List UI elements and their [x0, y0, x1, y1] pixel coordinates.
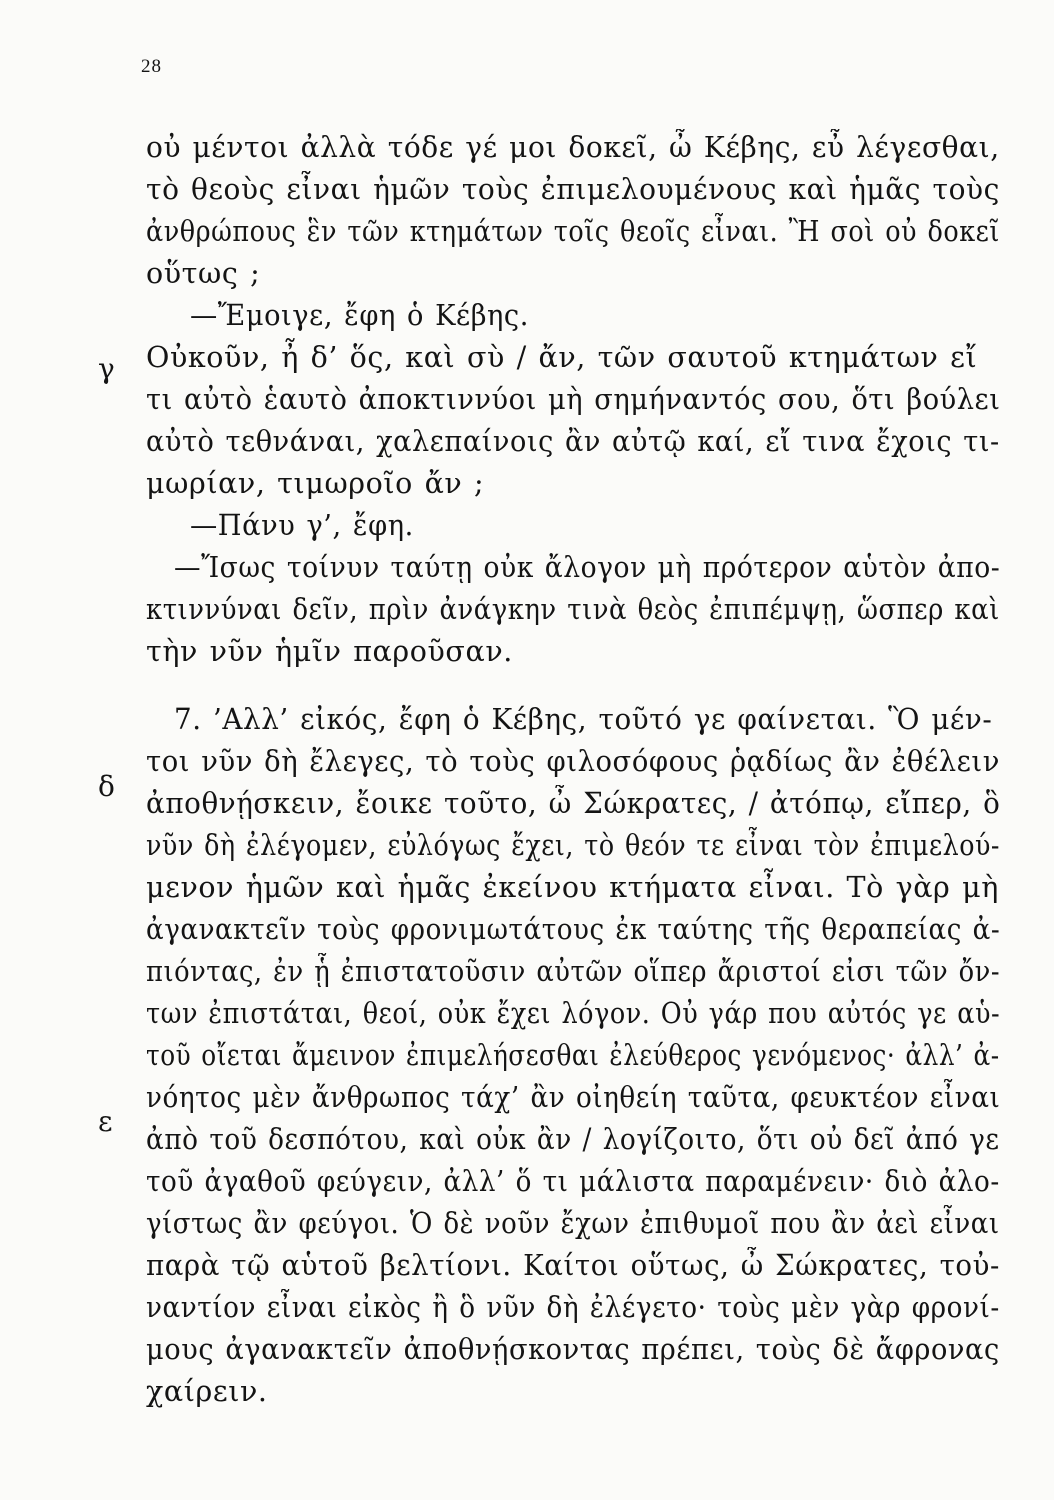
text-line: νόητος μὲν ἄνθρωπος τάχ’ ἂν οἰηθείη ταῦτα, φευκτέον εἶναι — [146, 1081, 1001, 1114]
text-line: ἀποθνῄσκειν, ἔοικε τοῦτο, ὦ Σώκρατες, / ἀτόπῳ, εἴπερ, ὃ — [146, 787, 1001, 820]
section-start-line: 7. ’Αλλ’ εἰκός, ἔφη ὁ Κέβης, τοῦτό γε φαίνεται. Ὃ μέν- — [174, 703, 993, 736]
text-line: —Ἴσως τοίνυν ταύτῃ οὐκ ἄλογον μὴ πρότερον αὑτὸν ἀπο- — [174, 551, 1001, 584]
text-line: αὐτὸ τεθνάναι, χαλεπαίνοις ἂν αὐτῷ καί, εἴ τινα ἔχοις τι- — [146, 425, 1000, 458]
text-line: πιόντας, ἐν ᾗ ἐπιστατοῦσιν αὐτῶν οἵπερ ἄριστοί εἰσι τῶν ὄν- — [146, 955, 1001, 988]
margin-marker-gamma: γ — [98, 352, 115, 385]
text-line: ἀνθρώπους ἓν τῶν κτημάτων τοῖς θεοῖς εἶναι. Ἢ σοὶ οὐ δοκεῖ — [146, 215, 1000, 248]
text-line: των ἐπιστάται, θεοί, οὐκ ἔχει λόγον. Οὐ γάρ που αὐτός γε αὑ- — [146, 997, 1001, 1030]
text-line: οὕτως ; — [146, 257, 261, 290]
text-line: τοῦ ἀγαθοῦ φεύγειν, ἀλλ’ ὅ τι μάλιστα παραμένειν· διὸ ἀλο- — [146, 1165, 1000, 1198]
text-line: —Ἔμοιγε, ἔφη ὁ Κέβης. — [190, 299, 529, 332]
text-line: μωρίαν, τιμωροῖο ἄν ; — [146, 467, 485, 500]
text-line: γίστως ἂν φεύγοι. Ὁ δὲ νοῦν ἔχων ἐπιθυμοῖ που ἂν ἀεὶ εἶναι — [146, 1207, 1000, 1240]
text-line: τοι νῦν δὴ ἔλεγες, τὸ τοὺς φιλοσόφους ῥᾳδίως ἂν ἐθέλειν — [146, 745, 1000, 778]
margin-marker-delta: δ — [98, 770, 115, 803]
text-line: οὐ μέντοι ἀλλὰ τόδε γέ μοι δοκεῖ, ὦ Κέβης, εὖ λέγεσθαι, — [146, 131, 1000, 164]
text-line: ἀπὸ τοῦ δεσπότου, καὶ οὐκ ἂν / λογίζοιτο, ὅτι οὐ δεῖ ἀπό γε — [146, 1123, 1000, 1156]
text-line: ἀγανακτεῖν τοὺς φρονιμωτάτους ἐκ ταύτης τῆς θεραπείας ἀ- — [146, 913, 1001, 946]
text-line: —Πάνυ γ’, ἔφη. — [190, 509, 414, 542]
text-line: μενον ἡμῶν καὶ ἡμᾶς ἐκείνου κτήματα εἶναι. Τὸ γὰρ μὴ — [146, 871, 999, 904]
text-line: ναντίον εἶναι εἰκὸς ἢ ὃ νῦν δὴ ἐλέγετο· τοὺς μὲν γὰρ φρονί- — [146, 1291, 1000, 1324]
text-line: νῦν δὴ ἐλέγομεν, εὐλόγως ἔχει, τὸ θεόν τε εἶναι τὸν ἐπιμελού- — [146, 829, 1001, 862]
text-line: τι αὐτὸ ἑαυτὸ ἀποκτιννύοι μὴ σημήναντός σου, ὅτι βούλει — [146, 383, 1001, 416]
text-line: μους ἀγανακτεῖν ἀποθνῄσκοντας πρέπει, τοὺς δὲ ἄφρονας — [146, 1333, 1000, 1366]
text-line: παρὰ τῷ αὑτοῦ βελτίονι. Καίτοι οὕτως, ὦ Σώκρατες, τοὐ- — [146, 1249, 1000, 1282]
text-line: τὸ θεοὺς εἶναι ἡμῶν τοὺς ἐπιμελουμένους καὶ ἡμᾶς τοὺς — [146, 173, 1000, 206]
text-line: χαίρειν. — [146, 1375, 268, 1408]
margin-marker-epsilon: ε — [98, 1105, 113, 1138]
text-line: κτιννύναι δεῖν, πρὶν ἀνάγκην τινὰ θεὸς ἐπιπέμψῃ, ὥσπερ καὶ — [146, 593, 1000, 626]
text-line: Οὐκοῦν, ἦ δ’ ὅς, καὶ σὺ / ἄν, τῶν σαυτοῦ κτημάτων εἴ — [146, 341, 978, 374]
text-line: τὴν νῦν ἡμῖν παροῦσαν. — [146, 635, 513, 668]
text-line: τοῦ οἴεται ἄμεινον ἐπιμελήσεσθαι ἐλεύθερος γενόμενος· ἀλλ’ ἀ- — [146, 1039, 1000, 1072]
page-number: 28 — [141, 56, 162, 77]
